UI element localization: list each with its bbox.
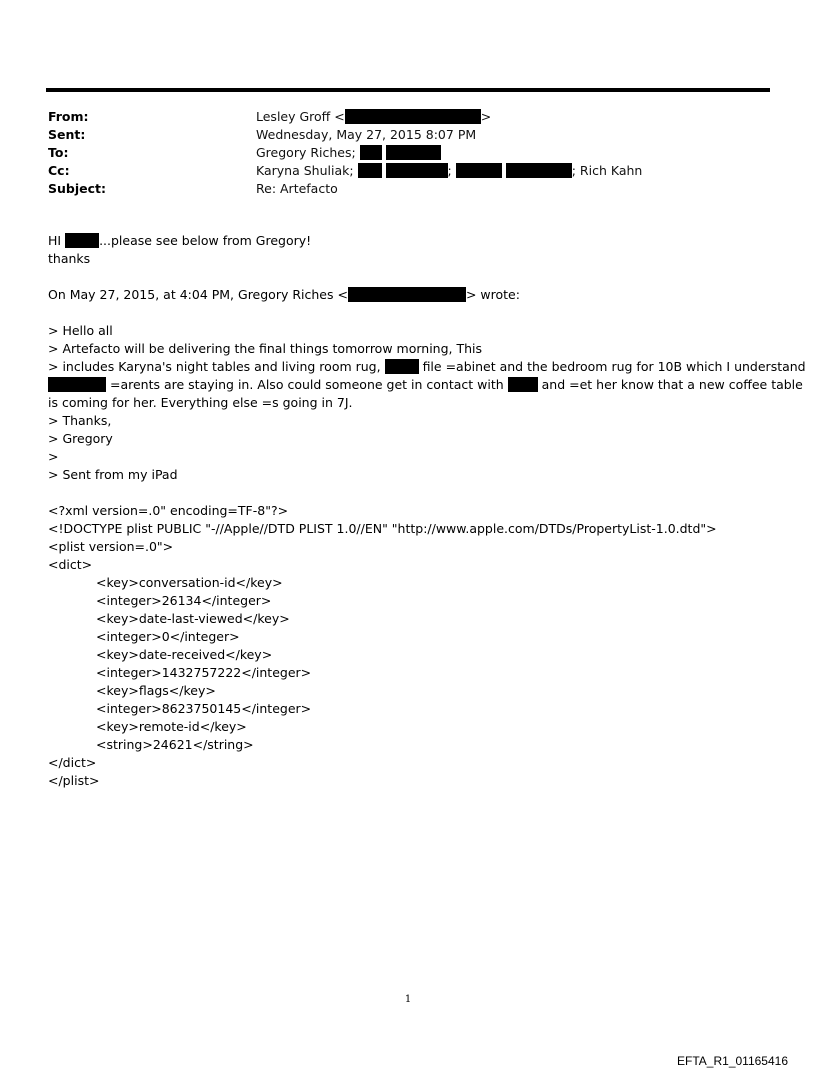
quoted-line: > includes Karyna's night tables and living room rug, file =abinet and the bedroom rug for 10B which I understand bbox=[48, 359, 806, 374]
greeting-line: HI ...please see below from Gregory! bbox=[48, 233, 312, 248]
sent-label: Sent: bbox=[48, 127, 86, 142]
quoted-line: > Gregory bbox=[48, 431, 113, 446]
sent-value: Wednesday, May 27, 2015 8:07 PM bbox=[256, 127, 477, 142]
quoted-line: > Sent from my iPad bbox=[48, 467, 178, 482]
quoted-line: > Thanks, bbox=[48, 413, 112, 428]
xml-line: <dict> bbox=[48, 557, 93, 572]
page-number: 1 bbox=[404, 994, 412, 1005]
redaction-block bbox=[348, 287, 466, 302]
xml-line: <integer>26134</integer> bbox=[96, 593, 272, 608]
redaction-block bbox=[360, 145, 382, 160]
from-value: Lesley Groff < > bbox=[256, 109, 492, 124]
redaction-block bbox=[65, 233, 99, 248]
xml-line: <key>remote-id</key> bbox=[96, 719, 247, 734]
xml-line: <integer>1432757222</integer> bbox=[96, 665, 312, 680]
redaction-block bbox=[345, 109, 481, 124]
xml-line: <?xml version=.0" encoding=TF-8"?> bbox=[48, 503, 289, 518]
xml-line: <plist version=.0"> bbox=[48, 539, 174, 554]
document-reference: EFTA_R1_01165416 bbox=[677, 1054, 788, 1068]
header-rule bbox=[46, 88, 770, 92]
subject-value: Re: Artefacto bbox=[256, 181, 338, 196]
quoted-line: > Hello all bbox=[48, 323, 113, 338]
xml-line: </dict> bbox=[48, 755, 97, 770]
xml-line: <string>24621</string> bbox=[96, 737, 254, 752]
xml-line: <!DOCTYPE plist PUBLIC "-//Apple//DTD PLIST 1.0//EN" "http://www.apple.com/DTDs/PropertyList-1.0.dtd"> bbox=[48, 521, 717, 536]
redaction-block bbox=[386, 145, 441, 160]
xml-line: <integer>8623750145</integer> bbox=[96, 701, 312, 716]
redaction-block bbox=[385, 359, 419, 374]
redaction-block bbox=[508, 377, 538, 392]
xml-line: <integer>0</integer> bbox=[96, 629, 240, 644]
redaction-block bbox=[456, 163, 502, 178]
email-body bbox=[48, 232, 806, 790]
redaction-block bbox=[48, 377, 106, 392]
thanks-line: thanks bbox=[48, 251, 91, 266]
to-value: Gregory Riches; bbox=[256, 144, 441, 162]
redaction-block bbox=[358, 163, 382, 178]
quote-intro-line: On May 27, 2015, at 4:04 PM, Gregory Riches < > wrote: bbox=[48, 287, 520, 302]
subject-label: Subject: bbox=[48, 181, 106, 196]
redaction-block bbox=[506, 163, 572, 178]
quoted-line: > bbox=[48, 449, 59, 464]
xml-line: <key>date-last-viewed</key> bbox=[96, 611, 290, 626]
xml-line: <key>conversation-id</key> bbox=[96, 575, 283, 590]
quoted-line: > Artefacto will be delivering the final things tomorrow morning, This bbox=[48, 341, 483, 356]
quoted-line: =arents are staying in. Also could someone get in contact with and =et her know that a new coffee table bbox=[48, 376, 778, 394]
cc-value: Karyna Shuliak; ; ; Rich Kahn bbox=[256, 163, 643, 178]
quoted-line: is coming for her. Everything else =s going in 7J. bbox=[48, 395, 353, 410]
xml-line: <key>date-received</key> bbox=[96, 647, 273, 662]
to-label: To: bbox=[48, 145, 69, 160]
cc-label: Cc: bbox=[48, 163, 70, 178]
redaction-block bbox=[386, 163, 448, 178]
xml-line: </plist> bbox=[48, 773, 100, 788]
xml-line: <key>flags</key> bbox=[96, 683, 216, 698]
from-label: From: bbox=[48, 109, 89, 124]
